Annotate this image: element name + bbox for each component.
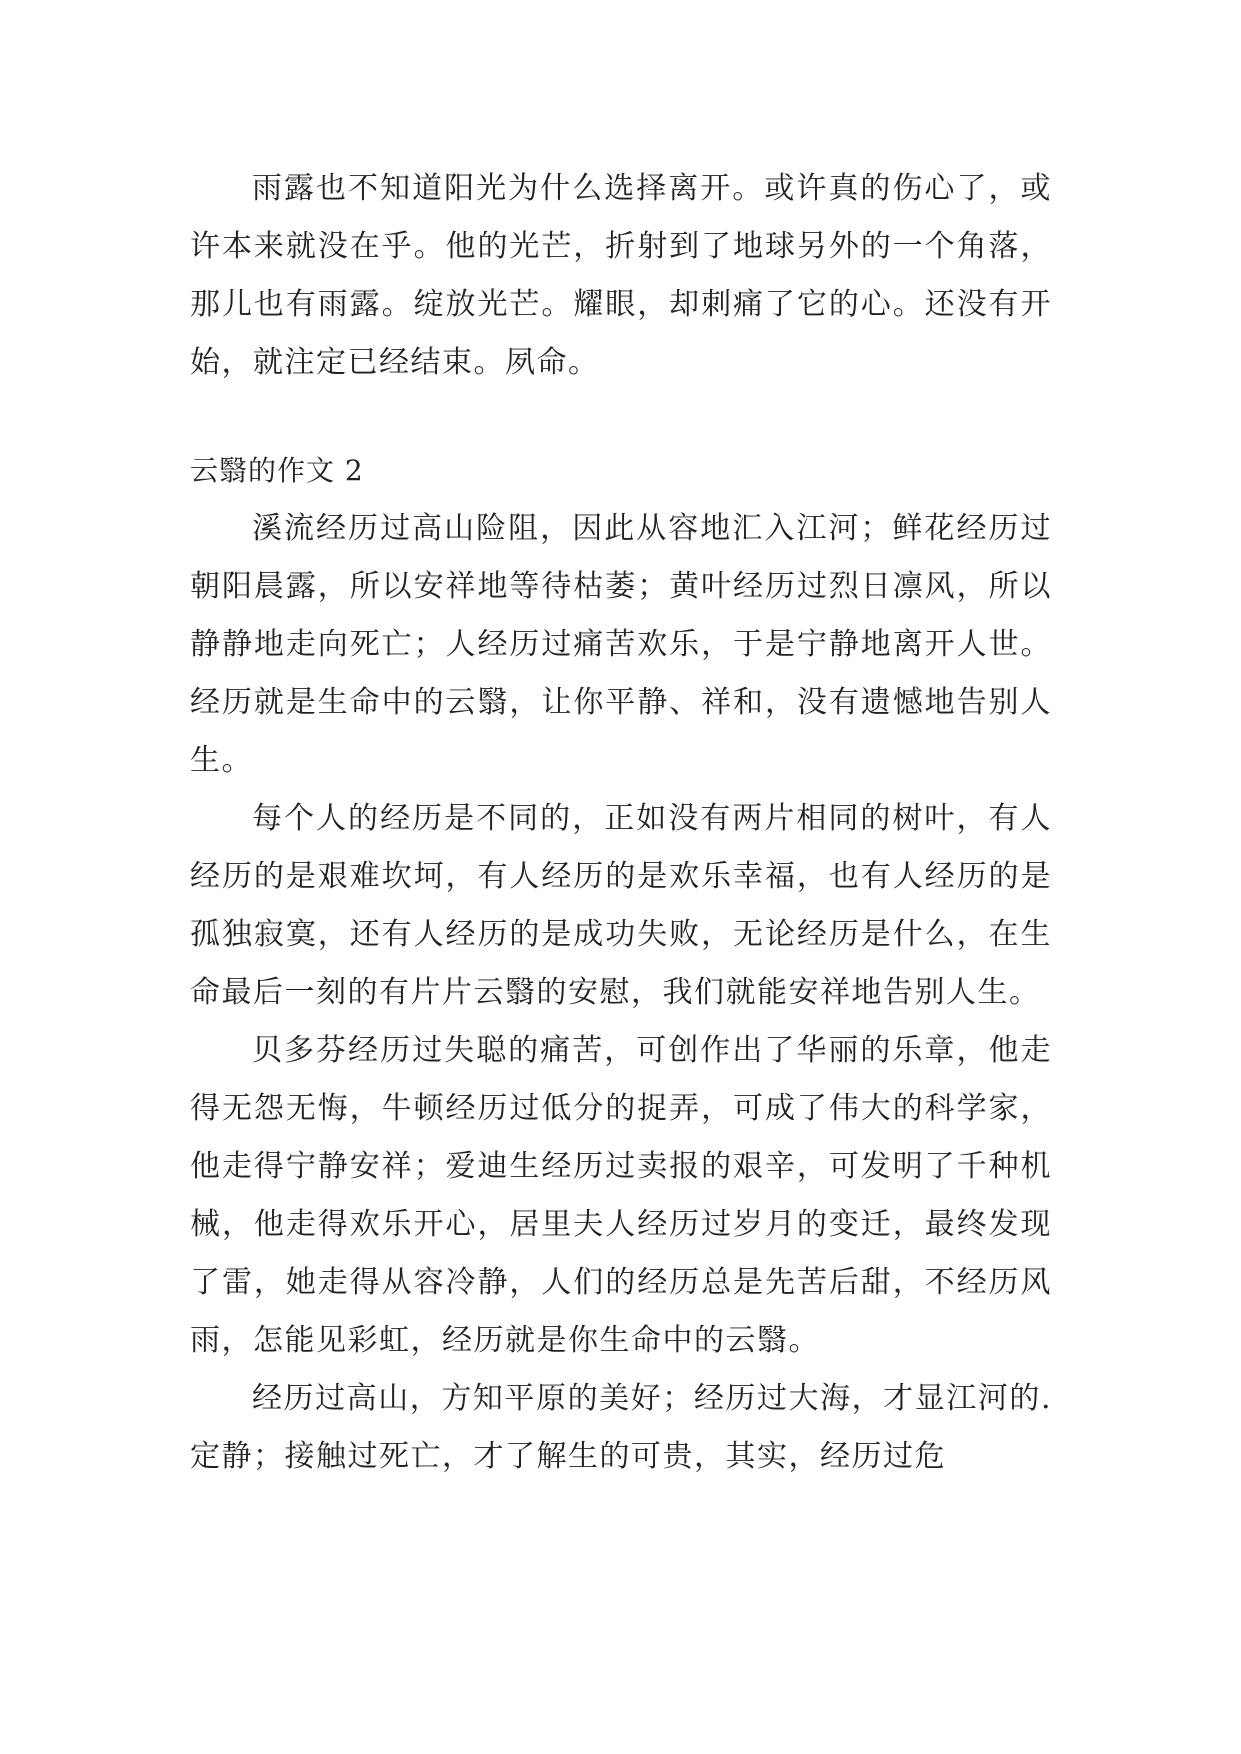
body-paragraph-3: 贝多芬经历过失聪的痛苦，可创作出了华丽的乐章，他走得无怨无悔，牛顿经历过低分的捉弄，可成了伟大的科学家，他走得宁静安祥；爱迪生经历过卖报的艰辛，可发明了千种机械，他走得欢乐开心，居里夫人经历过岁月的变迁，最终发现了雷，她走得从容冷静，人们的经历总是先苦后甜，不经历风雨，怎能见彩虹，经历就是你生命中的云翳。 — [190, 1033, 1052, 1358]
body-paragraph-2: 每个人的经历是不同的，正如没有两片相同的树叶，有人经历的是艰难坎坷，有人经历的是欢乐幸福，也有人经历的是孤独寂寞，还有人经历的是成功失败，无论经历是什么，在生命最后一刻的有片片云翳的安慰，我们就能安祥地告别人生。 — [190, 801, 1052, 1010]
document-page — [190, 160, 1052, 1486]
section-title: 云翳的作文 2 — [190, 454, 364, 487]
intro-paragraph: 雨露也不知道阳光为什么选择离开。或许真的伤心了，或许本来就没在乎。他的光芒，折射到了地球另外的一个角落，那儿也有雨露。绽放光芒。耀眼，却刺痛了它的心。还没有开始，就注定已经结束。夙命。 — [190, 171, 1052, 380]
section-gap — [190, 392, 1052, 442]
body-paragraph-4: 经历过高山，方知平原的美好；经历过大海，才显江河的.定静；接触过死亡，才了解生的可贵，其实，经历过危 — [190, 1381, 1052, 1474]
body-paragraph-1: 溪流经历过高山险阻，因此从容地汇入江河；鲜花经历过朝阳晨露，所以安祥地等待枯萎；黄叶经历过烈日凛风，所以静静地走向死亡；人经历过痛苦欢乐，于是宁静地离开人世。经历就是生命中的云翳，让你平静、祥和，没有遗憾地告别人生。 — [190, 511, 1052, 778]
